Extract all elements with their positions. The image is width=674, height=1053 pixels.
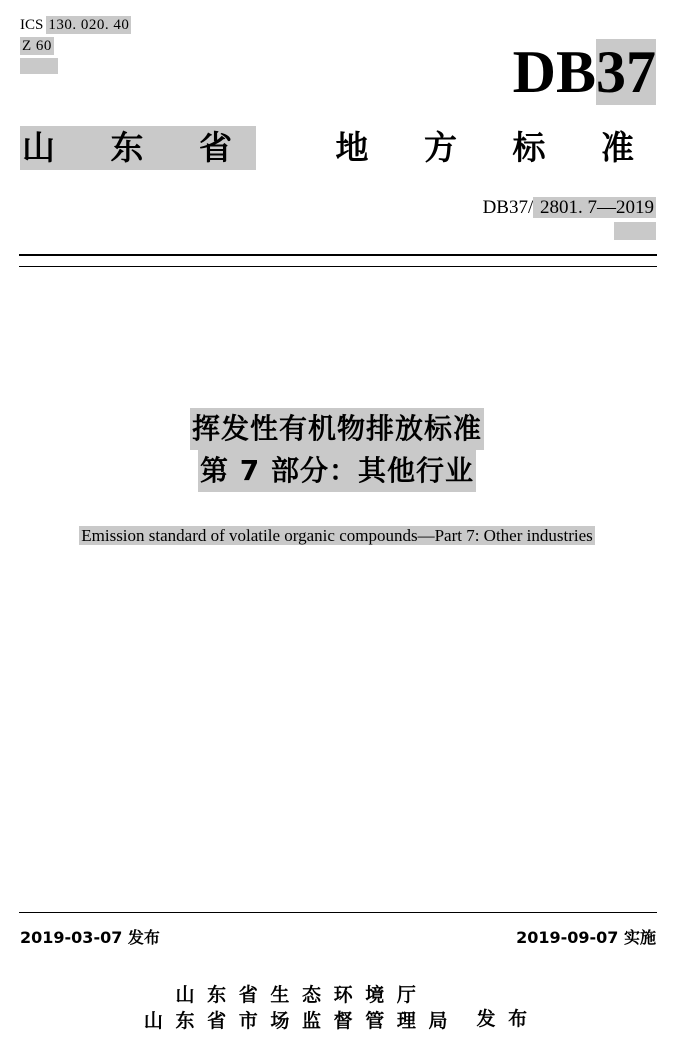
footer-rule [19, 912, 657, 913]
standard-type: 地 方 标 准 [335, 128, 656, 167]
issuer-line-1: 山 东 省 生 态 环 境 厅 [175, 984, 419, 1006]
province-name: 山 东 省 [20, 126, 256, 170]
issuer-line-2: 山 东 省 市 场 监 督 管 理 局 [143, 1010, 451, 1032]
ics-line [20, 16, 131, 35]
ics-value: 130. 020. 40 [48, 17, 130, 33]
issuer-verb: 发 布 [476, 1008, 531, 1030]
header-rule-thin [19, 266, 657, 267]
province-standard-heading [20, 126, 656, 170]
issuer-block [0, 982, 674, 1034]
ics-classification: Z 60 [22, 38, 52, 54]
db37-logo-number: 37 [596, 39, 656, 105]
document-title-zh-line2: 第 7 部分：其他行业 [198, 450, 476, 492]
document-title-zh-line1: 挥发性有机物排放标准 [190, 408, 484, 450]
issue-date: 2019-03-07 发布 [20, 928, 160, 947]
standard-number-code: 2801. 7—2019 [535, 197, 654, 218]
ics-label: ICS [20, 17, 44, 33]
standard-number-blank-box [614, 222, 656, 240]
effective-date: 2019-09-07 实施 [516, 928, 656, 947]
db37-logo-prefix: DB [512, 39, 596, 105]
document-title-zh [0, 408, 674, 492]
ics-classification-line [20, 37, 131, 56]
ics-blank-line [20, 58, 131, 80]
standard-number-prefix: DB37/ [482, 197, 534, 218]
document-title-en: Emission standard of volatile organic compounds—Part 7: Other industries [81, 526, 593, 545]
issuer-names [144, 982, 451, 1034]
document-title-zh-line1-wrap [0, 408, 674, 450]
ics-block [20, 16, 131, 80]
db37-logo [512, 39, 656, 105]
header-rule-thick [19, 254, 657, 256]
standard-number [483, 196, 656, 220]
ics-blank-box [20, 58, 58, 74]
document-title-zh-line2-wrap [0, 450, 674, 492]
document-title-en-wrap [0, 524, 674, 548]
